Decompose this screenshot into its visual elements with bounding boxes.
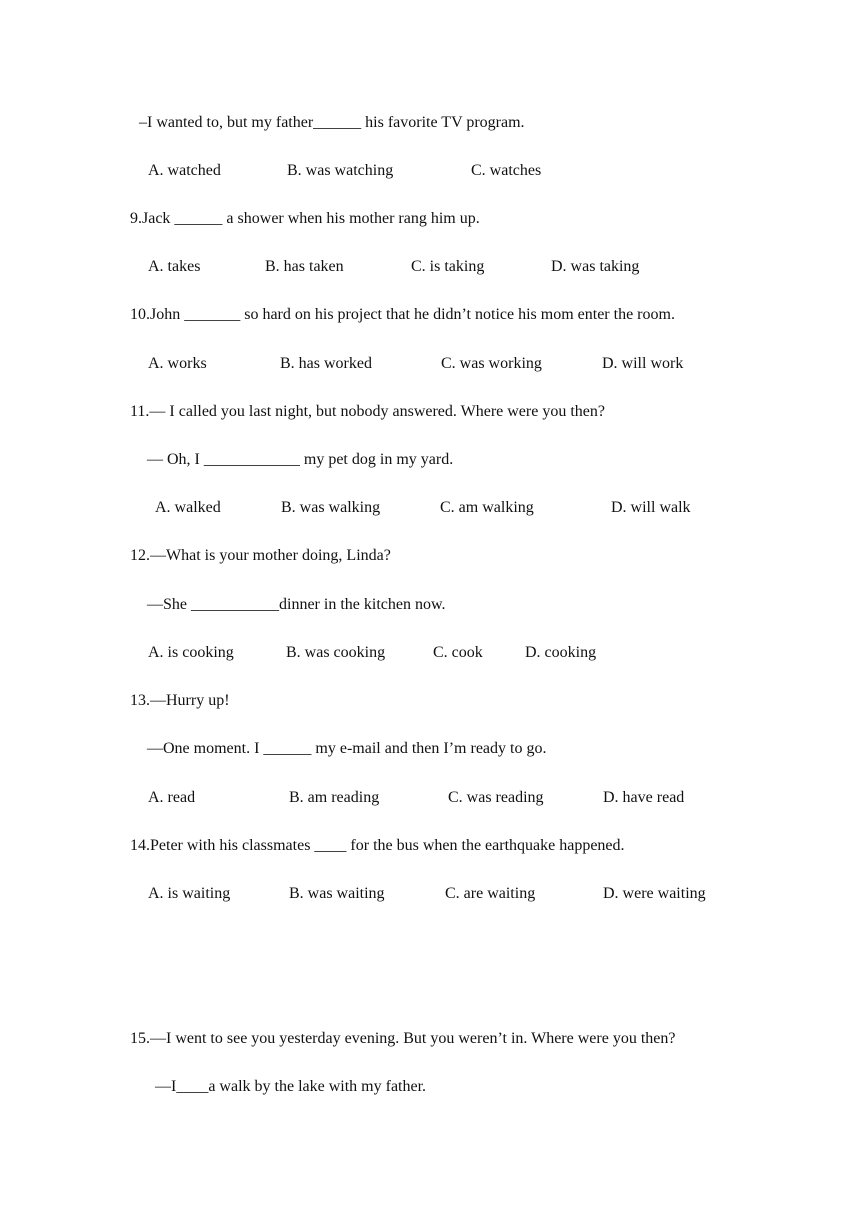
question-12-stem: 12.—What is your mother doing, Linda?	[130, 547, 391, 564]
question-11-response: — Oh, I ____________ my pet dog in my yard.	[147, 451, 454, 468]
question-14-stem: 14.Peter with his classmates ____ for the bus when the earthquake happened.	[130, 837, 625, 854]
question-15-stem: 15.—I went to see you yesterday evening. But you weren’t in. Where were you then?	[130, 1030, 676, 1047]
question-10-stem: 10.John _______ so hard on his project that he didn’t notice his mom enter the room.	[130, 306, 675, 323]
q12-option-c: C. cook	[433, 644, 483, 661]
q9-option-d: D. was taking	[551, 258, 640, 275]
q8-option-a: A. watched	[148, 162, 221, 179]
q12-option-b: B. was cooking	[286, 644, 386, 661]
question-9-stem: 9.Jack ______ a shower when his mother rang him up.	[130, 210, 480, 227]
q10-option-d: D. will work	[602, 355, 684, 372]
question-8-response: –I wanted to, but my father______ his favorite TV program.	[139, 114, 525, 131]
q14-option-b: B. was waiting	[289, 885, 385, 902]
q13-option-b: B. am reading	[289, 789, 380, 806]
q14-option-d: D. were waiting	[603, 885, 706, 902]
q9-option-b: B. has taken	[265, 258, 344, 275]
q13-option-d: D. have read	[603, 789, 685, 806]
q8-option-c: C. watches	[471, 162, 542, 179]
q9-option-c: C. is taking	[411, 258, 485, 275]
question-13-stem: 13.—Hurry up!	[130, 692, 230, 709]
q10-option-a: A. works	[148, 355, 207, 372]
q10-option-b: B. has worked	[280, 355, 372, 372]
q12-option-a: A. is cooking	[148, 644, 234, 661]
q11-option-a: A. walked	[155, 499, 221, 516]
q11-option-c: C. am walking	[440, 499, 534, 516]
q14-option-c: C. are waiting	[445, 885, 536, 902]
q14-option-a: A. is waiting	[148, 885, 231, 902]
q12-option-d: D. cooking	[525, 644, 597, 661]
q13-option-c: C. was reading	[448, 789, 544, 806]
q11-option-d: D. will walk	[611, 499, 691, 516]
question-13-response: —One moment. I ______ my e-mail and then I’m ready to go.	[147, 740, 547, 757]
q9-option-a: A. takes	[148, 258, 201, 275]
q13-option-a: A. read	[148, 789, 196, 806]
q11-option-b: B. was walking	[281, 499, 381, 516]
q8-option-b: B. was watching	[287, 162, 394, 179]
question-11-stem: 11.— I called you last night, but nobody answered. Where were you then?	[130, 403, 605, 420]
question-12-response: —She ___________dinner in the kitchen now.	[147, 596, 446, 613]
question-15-response: —I____a walk by the lake with my father.	[155, 1078, 427, 1095]
q10-option-c: C. was working	[441, 355, 542, 372]
